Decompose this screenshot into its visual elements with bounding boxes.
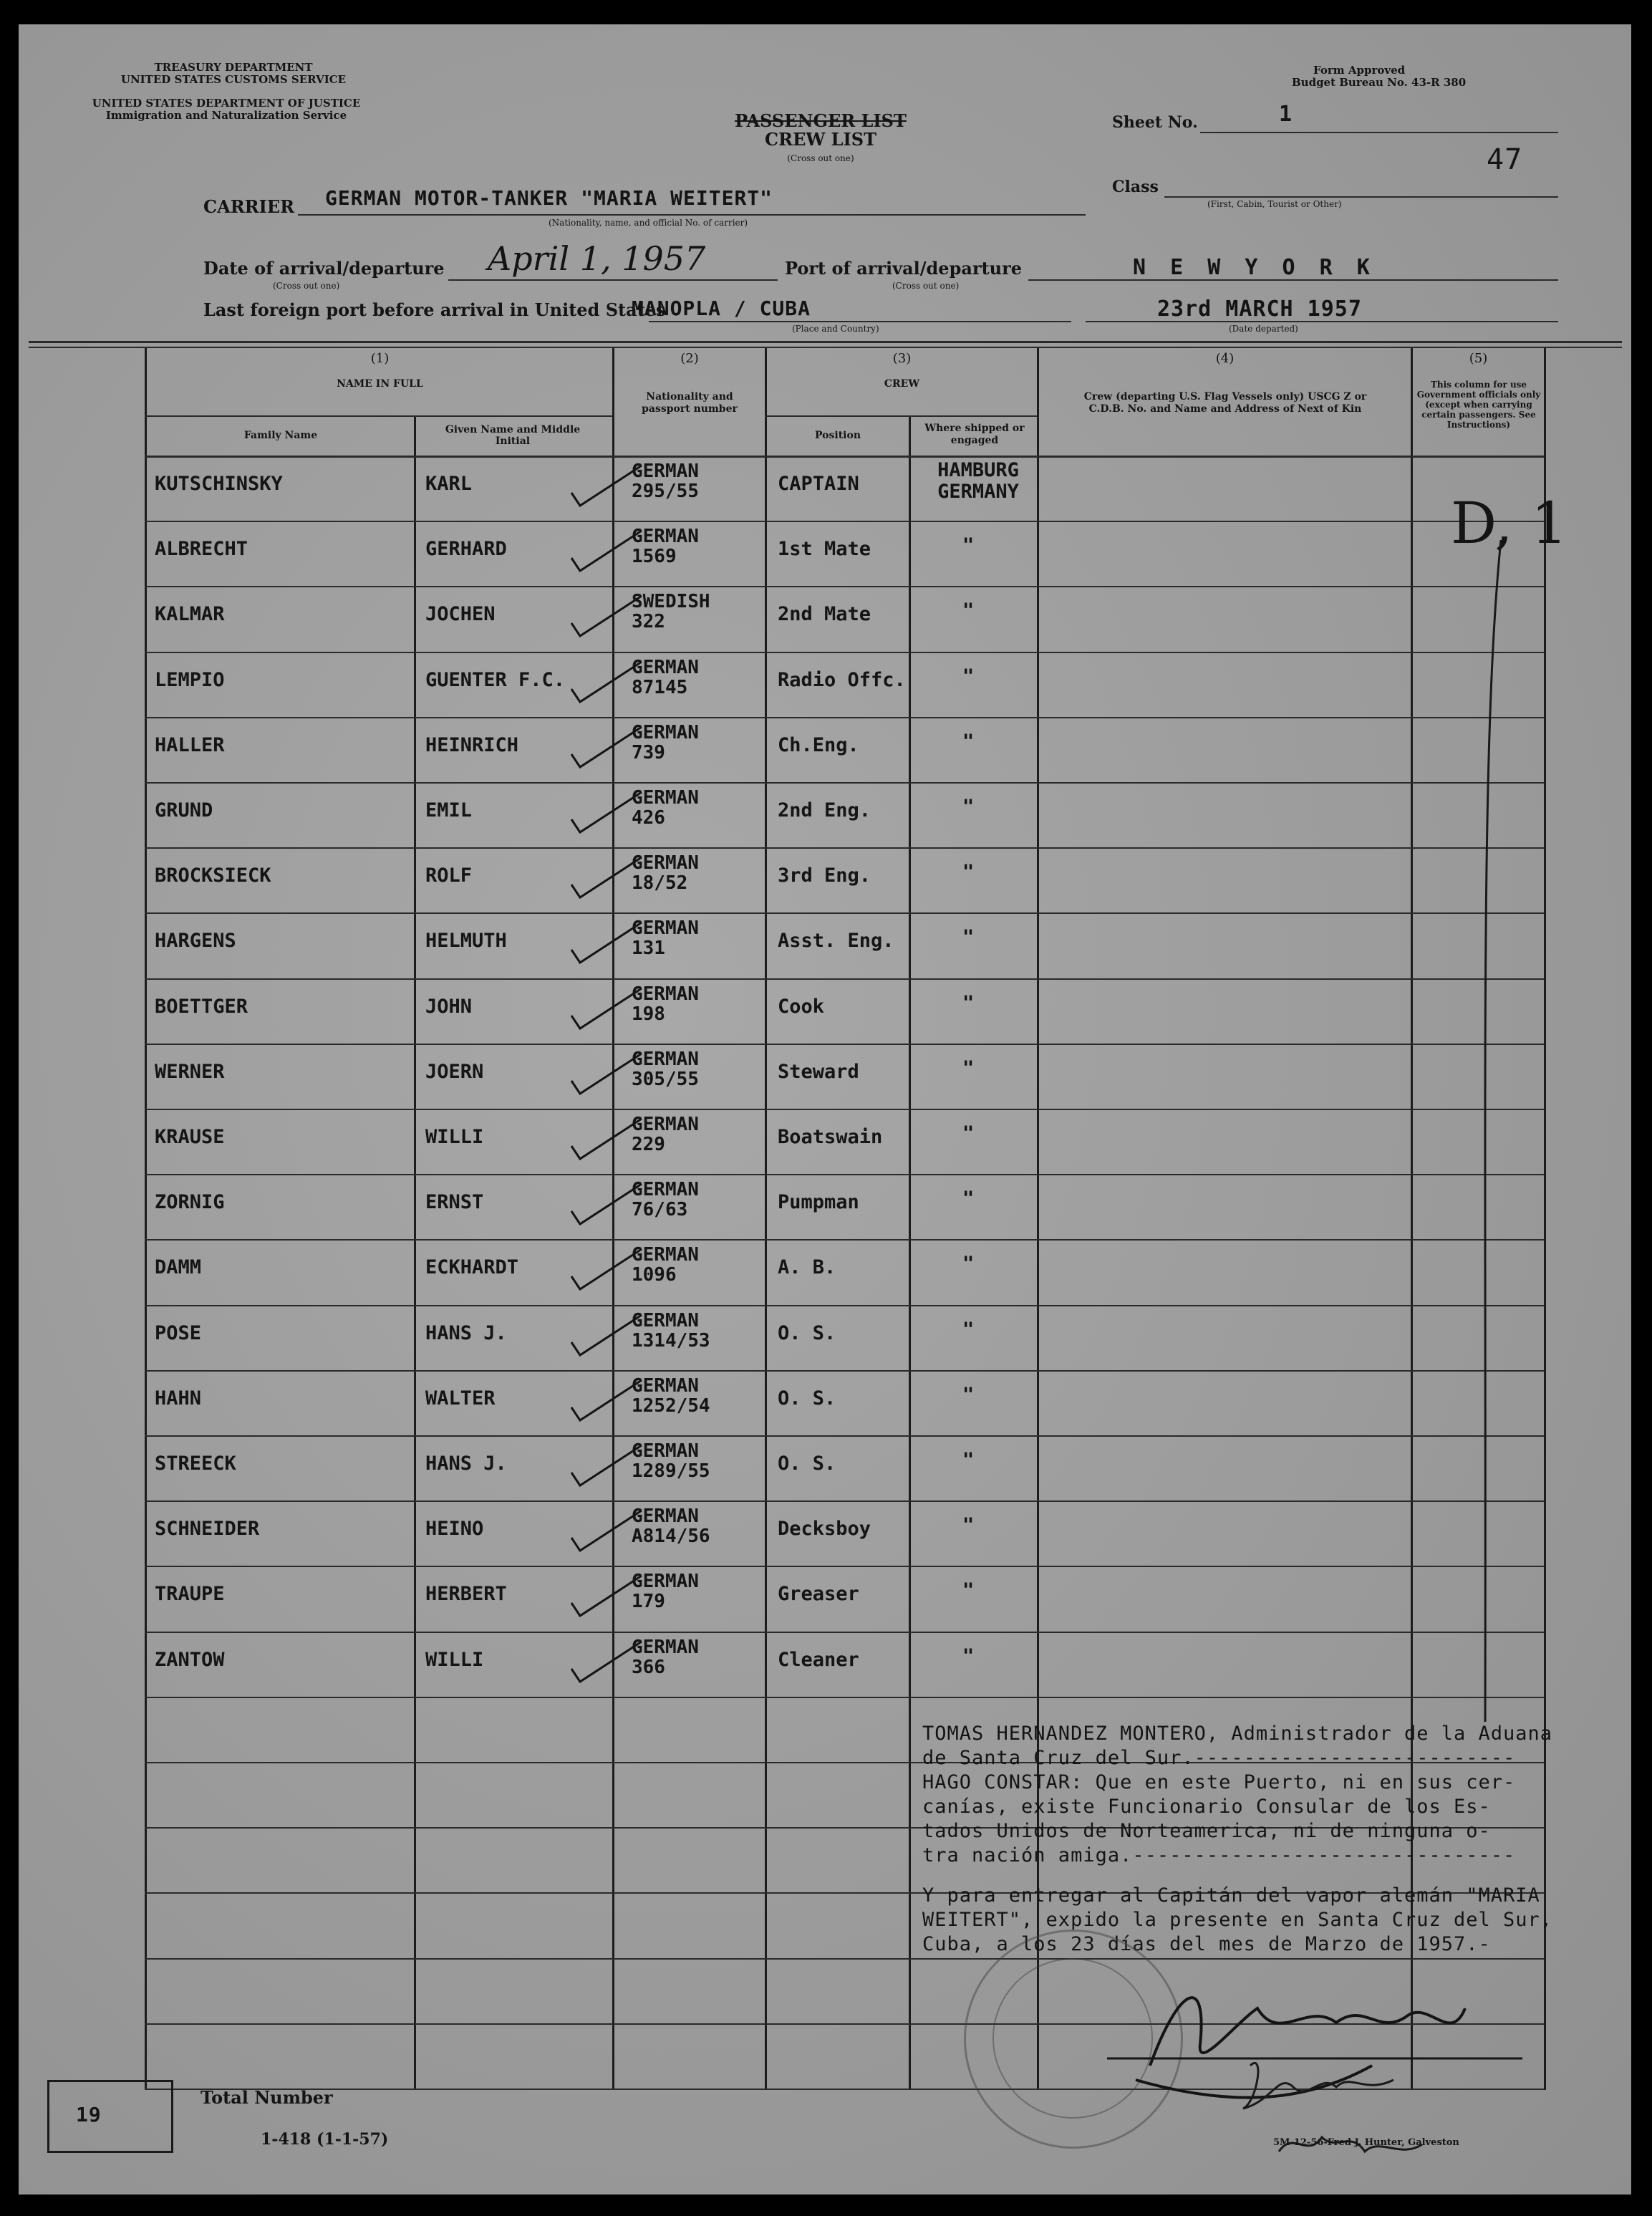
- given-cell: HEINO: [425, 1518, 484, 1540]
- row-rule: [145, 912, 1544, 914]
- row-rule: [145, 1370, 1544, 1372]
- certificate-line: TOMAS HERNANDEZ MONTERO, Administrador de la Aduana: [922, 1723, 1553, 1745]
- passport-number: 76/63: [632, 1199, 688, 1220]
- nationality-value: GERMAN: [632, 657, 699, 678]
- position-cell: 1st Mate: [778, 538, 871, 560]
- col2-title: Nationality and passport number: [642, 391, 738, 415]
- certificate-block: [922, 1722, 1552, 1957]
- document-page: [19, 24, 1631, 2195]
- check-mark-icon: [563, 1373, 649, 1437]
- where-engaged-cell: ": [962, 992, 975, 1014]
- position-cell: 2nd Mate: [778, 603, 871, 625]
- where-engaged-cell: ": [962, 1645, 975, 1667]
- given-cell: HERBERT: [425, 1583, 507, 1605]
- carrier-label: CARRIER: [203, 196, 295, 217]
- date-label: Date of arrival/departure: [203, 258, 445, 279]
- check-mark-icon: [563, 1634, 649, 1699]
- col1-number: (1): [370, 351, 390, 366]
- row-rule: [145, 717, 1544, 718]
- row-rule: [145, 1174, 1544, 1175]
- where-engaged-cell: ": [962, 1188, 975, 1210]
- given-cell: EMIL: [425, 799, 473, 822]
- where-engaged-cell: ": [962, 1514, 975, 1536]
- nationality-value: GERMAN: [632, 461, 699, 482]
- check-mark-icon: [563, 915, 649, 980]
- position-cell: Decksboy: [778, 1518, 871, 1540]
- col4-number: (4): [1215, 351, 1235, 366]
- date-departed-note: (Date departed): [1229, 324, 1298, 334]
- row-rule: [145, 586, 1544, 587]
- given-cell: JOHN: [425, 996, 473, 1018]
- col5-bracket-line: [1472, 540, 1515, 1743]
- where-engaged-cell: ": [962, 861, 975, 883]
- nationality-value: GERMAN: [632, 852, 699, 874]
- family-cell: ZORNIG: [155, 1191, 225, 1213]
- certificate-line: HAGO CONSTAR: Que en este Puerto, ni en sus cer-: [922, 1771, 1516, 1793]
- nationality-value: GERMAN: [632, 983, 699, 1005]
- family-cell: POSE: [155, 1322, 202, 1344]
- row-rule: [145, 1044, 1544, 1045]
- col5-number: (5): [1469, 351, 1488, 366]
- given-cell: GERHARD: [425, 538, 507, 560]
- passport-number: 295/55: [632, 481, 699, 502]
- check-mark-icon: [563, 1308, 649, 1372]
- where-engaged-cell: ": [962, 1319, 975, 1341]
- position-cell: O. S.: [778, 1453, 836, 1475]
- passenger-list-title: PASSENGER LIST: [735, 110, 907, 131]
- family-cell: HALLER: [155, 734, 225, 756]
- passport-number: 1569: [632, 546, 677, 567]
- position-cell: O. S.: [778, 1322, 836, 1344]
- where-engaged-cell: ": [962, 665, 975, 688]
- passport-number: A814/56: [632, 1526, 710, 1547]
- family-cell: HARGENS: [155, 930, 236, 952]
- row-rule: [145, 978, 1544, 980]
- col2-number: (2): [680, 351, 699, 366]
- certificate-line: tra nación amiga.-------------------------------: [922, 1844, 1516, 1866]
- class-label: Class: [1112, 178, 1159, 196]
- check-mark-icon: [563, 785, 649, 849]
- col-divider-family-given: [414, 415, 416, 2090]
- passport-number: 131: [632, 938, 665, 959]
- family-cell: DAMM: [155, 1256, 202, 1278]
- family-cell: BROCKSIECK: [155, 864, 271, 887]
- nationality-value: GERMAN: [632, 1375, 699, 1397]
- position-cell: O. S.: [778, 1387, 836, 1410]
- col3-title: CREW: [884, 378, 920, 390]
- check-mark-icon: [563, 655, 649, 719]
- form-approved-label: Form Approved: [1313, 64, 1406, 77]
- row-rule: [145, 1500, 1544, 1502]
- nationality-value: SWEDISH: [632, 591, 710, 612]
- where-engaged-cell: ": [962, 1579, 975, 1601]
- position-header: Position: [815, 430, 861, 441]
- position-cell: Pumpman: [778, 1191, 859, 1213]
- passport-number: 179: [632, 1591, 665, 1612]
- given-cell: WILLI: [425, 1126, 484, 1148]
- given-cell: KARL: [425, 473, 473, 495]
- family-cell: ZANTOW: [155, 1649, 225, 1671]
- check-mark-icon: [563, 1569, 649, 1633]
- given-cell: HANS J.: [425, 1453, 507, 1475]
- given-header: Given Name and Middle Initial: [445, 424, 581, 447]
- certificate-line: tados Unidos de Norteamerica, ni de ninguna o-: [922, 1820, 1491, 1842]
- col4-title: Crew (departing U.S. Flag Vessels only) USCG Z or C.D.B. No. and Name and Address of Next of Kin: [1083, 391, 1367, 415]
- family-cell: ALBRECHT: [155, 538, 248, 560]
- col3-number: (3): [892, 351, 912, 366]
- col-divider-2-3: [765, 348, 767, 2090]
- passport-number: 87145: [632, 677, 688, 698]
- port-label: Port of arrival/departure: [785, 258, 1022, 279]
- given-cell: WALTER: [425, 1387, 496, 1410]
- budget-bureau: Budget Bureau No. 43-R 380: [1292, 76, 1467, 89]
- nationality-value: GERMAN: [632, 1571, 699, 1592]
- check-mark-icon: [563, 1177, 649, 1241]
- passport-number: 1314/53: [632, 1330, 710, 1352]
- where-engaged-cell: ": [962, 731, 975, 753]
- row-rule: [145, 652, 1544, 653]
- class-underline: [1164, 196, 1558, 198]
- inspector-signature: [1236, 2044, 1472, 2180]
- printer-line: 5M-12-56-Fred J. Hunter, Galveston: [1273, 2137, 1459, 2148]
- header-bottom-rule: [145, 456, 1544, 458]
- check-mark-icon: [563, 458, 649, 523]
- nationality-value: GERMAN: [632, 1637, 699, 1658]
- position-cell: Boatswain: [778, 1126, 883, 1148]
- where-engaged-cell: ": [962, 599, 975, 622]
- col5-title: This column for use Government officials only (except when carrying certain passengers. See Instructions): [1416, 380, 1541, 430]
- check-mark-icon: [563, 1046, 649, 1111]
- passport-number: 305/55: [632, 1069, 699, 1090]
- position-cell: Asst. Eng.: [778, 930, 894, 952]
- given-cell: JOERN: [425, 1061, 484, 1083]
- given-cell: HEINRICH: [425, 734, 519, 756]
- nationality-value: GERMAN: [632, 1506, 699, 1527]
- total-label: Total Number: [201, 2087, 333, 2108]
- list-title-block: [713, 112, 928, 168]
- family-cell: TRAUPE: [155, 1583, 225, 1605]
- position-cell: A. B.: [778, 1256, 836, 1278]
- where-engaged-cell: ": [962, 796, 975, 818]
- family-cell: KALMAR: [155, 603, 225, 625]
- col-divider-position-where: [909, 415, 911, 2090]
- row-rule: [145, 847, 1544, 849]
- check-mark-icon: [563, 1112, 649, 1176]
- family-cell: HAHN: [155, 1387, 202, 1410]
- sheet-underline: [1200, 132, 1558, 133]
- family-cell: STREECK: [155, 1453, 236, 1475]
- position-cell: 2nd Eng.: [778, 799, 871, 822]
- passport-number: 739: [632, 742, 665, 763]
- passport-number: 426: [632, 807, 665, 829]
- carrier-value: GERMAN MOTOR-TANKER "MARIA WEITERT": [325, 186, 773, 210]
- position-cell: 3rd Eng.: [778, 864, 871, 887]
- where-engaged-cell: ": [962, 1449, 975, 1471]
- total-value: 19: [76, 2103, 102, 2126]
- row-rule: [145, 1632, 1544, 1633]
- nationality-value: GERMAN: [632, 1114, 699, 1135]
- position-cell: CAPTAIN: [778, 473, 859, 495]
- nationality-value: GERMAN: [632, 1310, 699, 1331]
- form-number: 1-418 (1-1-57): [261, 2130, 389, 2149]
- nationality-value: GERMAN: [632, 1049, 699, 1070]
- date-value: April 1, 1957: [488, 239, 706, 278]
- given-cell: WILLI: [425, 1649, 484, 1671]
- check-mark-icon: [563, 1438, 649, 1503]
- last-port-value: MANOPLA / CUBA: [632, 297, 811, 320]
- row-rule: [145, 1435, 1544, 1437]
- agency-line: TREASURY DEPARTMENT: [154, 61, 313, 74]
- check-mark-icon: [563, 1242, 649, 1306]
- given-cell: ERNST: [425, 1191, 484, 1213]
- passport-number: 229: [632, 1134, 665, 1155]
- certificate-line: WEITERT", expido la presente en Santa Cruz del Sur,: [922, 1909, 1553, 1931]
- cross-out-note: (Cross out one): [787, 153, 854, 163]
- passport-number: 18/52: [632, 872, 688, 894]
- port-value: N E W Y O R K: [1133, 255, 1376, 280]
- total-box: [47, 2080, 173, 2153]
- check-mark-icon: [563, 850, 649, 915]
- table-left-border: [145, 348, 147, 2090]
- where-engaged-cell: ": [962, 1057, 975, 1079]
- passport-number: 322: [632, 611, 665, 632]
- certificate-line: canías, existe Funcionario Consular de los Es-: [922, 1796, 1491, 1818]
- row-rule: [145, 521, 1544, 522]
- position-cell: Ch.Eng.: [778, 734, 859, 756]
- nationality-value: GERMAN: [632, 526, 699, 547]
- crew-list-title: CREW LIST: [765, 129, 876, 150]
- where-engaged-cell: ": [962, 926, 975, 948]
- given-cell: HELMUTH: [425, 930, 507, 952]
- agency-line: Immigration and Naturalization Service: [105, 109, 347, 122]
- family-cell: WERNER: [155, 1061, 225, 1083]
- carrier-note: (Nationality, name, and official No. of carrier): [549, 218, 748, 228]
- col1-subrule: [145, 415, 612, 417]
- position-cell: Radio Offc.: [778, 669, 906, 691]
- check-mark-icon: [563, 589, 649, 653]
- nationality-value: GERMAN: [632, 1440, 699, 1462]
- row-rule: [145, 1109, 1544, 1110]
- position-cell: Greaser: [778, 1583, 859, 1605]
- where-engaged-cell: ": [962, 1384, 975, 1406]
- family-cell: KUTSCHINSKY: [155, 473, 283, 495]
- passport-number: 366: [632, 1657, 665, 1678]
- passport-number: 1289/55: [632, 1460, 710, 1482]
- where-engaged-cell: ": [962, 1122, 975, 1145]
- certificate-line: Cuba, a los 23 días del mes de Marzo de 1957.-: [922, 1933, 1491, 1955]
- family-header: Family Name: [243, 430, 318, 441]
- agency-block: [90, 62, 377, 86]
- check-mark-icon: [563, 1503, 649, 1568]
- check-mark-icon: [563, 720, 649, 784]
- sheet-label: Sheet No.: [1112, 113, 1198, 132]
- agency-line: UNITED STATES DEPARTMENT OF JUSTICE: [92, 97, 361, 110]
- family-cell: GRUND: [155, 799, 213, 822]
- nationality-value: GERMAN: [632, 1244, 699, 1266]
- page-number: 47: [1487, 143, 1523, 176]
- position-cell: Cook: [778, 996, 825, 1018]
- row-rule: [145, 1566, 1544, 1567]
- agency-block-2: [47, 97, 405, 122]
- certificate-line: Y para entregar al Capitán del vapor alemán "MARIA: [922, 1884, 1540, 1907]
- check-mark-icon: [563, 524, 649, 588]
- port-cross-note: (Cross out one): [892, 281, 960, 291]
- given-cell: GUENTER F.C.: [425, 669, 566, 691]
- col3-subrule: [765, 415, 1037, 417]
- table-top-rule: [29, 341, 1622, 343]
- agency-line: UNITED STATES CUSTOMS SERVICE: [120, 73, 347, 86]
- certificate-line: de Santa Cruz del Sur.--------------------------: [922, 1747, 1516, 1769]
- position-cell: Cleaner: [778, 1649, 859, 1671]
- col5-annotation: D, 1: [1451, 490, 1568, 557]
- passport-number: 198: [632, 1003, 665, 1025]
- row-rule: [145, 782, 1544, 784]
- family-cell: SCHNEIDER: [155, 1518, 260, 1540]
- date-departed-value: 23rd MARCH 1957: [1157, 297, 1362, 322]
- form-approved: [1292, 64, 1466, 89]
- where-engaged-cell: ": [962, 1253, 975, 1275]
- nationality-value: GERMAN: [632, 917, 699, 939]
- row-rule: [145, 1305, 1544, 1306]
- where-engaged-cell: HAMBURG GERMANY: [937, 459, 1019, 503]
- passport-number: 1252/54: [632, 1395, 710, 1417]
- nationality-value: GERMAN: [632, 1179, 699, 1200]
- passport-number: 1096: [632, 1264, 677, 1286]
- check-mark-icon: [563, 981, 649, 1046]
- class-note: (First, Cabin, Tourist or Other): [1207, 199, 1342, 209]
- date-cross-note: (Cross out one): [273, 281, 340, 291]
- table-top-rule-2: [29, 347, 1622, 348]
- family-cell: KRAUSE: [155, 1126, 225, 1148]
- certificate-spacer: [922, 1868, 1552, 1884]
- position-cell: Steward: [778, 1061, 859, 1083]
- where-header: Where shipped or engaged: [924, 423, 1025, 446]
- given-cell: ECKHARDT: [425, 1256, 519, 1278]
- row-rule: [145, 1697, 1544, 1698]
- nationality-value: GERMAN: [632, 722, 699, 743]
- row-rule: [145, 1239, 1544, 1241]
- nationality-value: GERMAN: [632, 787, 699, 809]
- family-cell: LEMPIO: [155, 669, 225, 691]
- given-cell: HANS J.: [425, 1322, 507, 1344]
- last-port-label: Last foreign port before arrival in United States: [203, 299, 666, 320]
- sheet-value: 1: [1279, 102, 1293, 127]
- family-cell: BOETTGER: [155, 996, 248, 1018]
- date-underline: [448, 279, 778, 281]
- last-port-underline: [649, 321, 1071, 322]
- where-engaged-cell: ": [962, 534, 975, 557]
- given-cell: JOCHEN: [425, 603, 496, 625]
- last-port-note: (Place and Country): [792, 324, 879, 334]
- carrier-underline: [298, 214, 1086, 216]
- given-cell: ROLF: [425, 864, 473, 887]
- col1-title: NAME IN FULL: [337, 378, 423, 390]
